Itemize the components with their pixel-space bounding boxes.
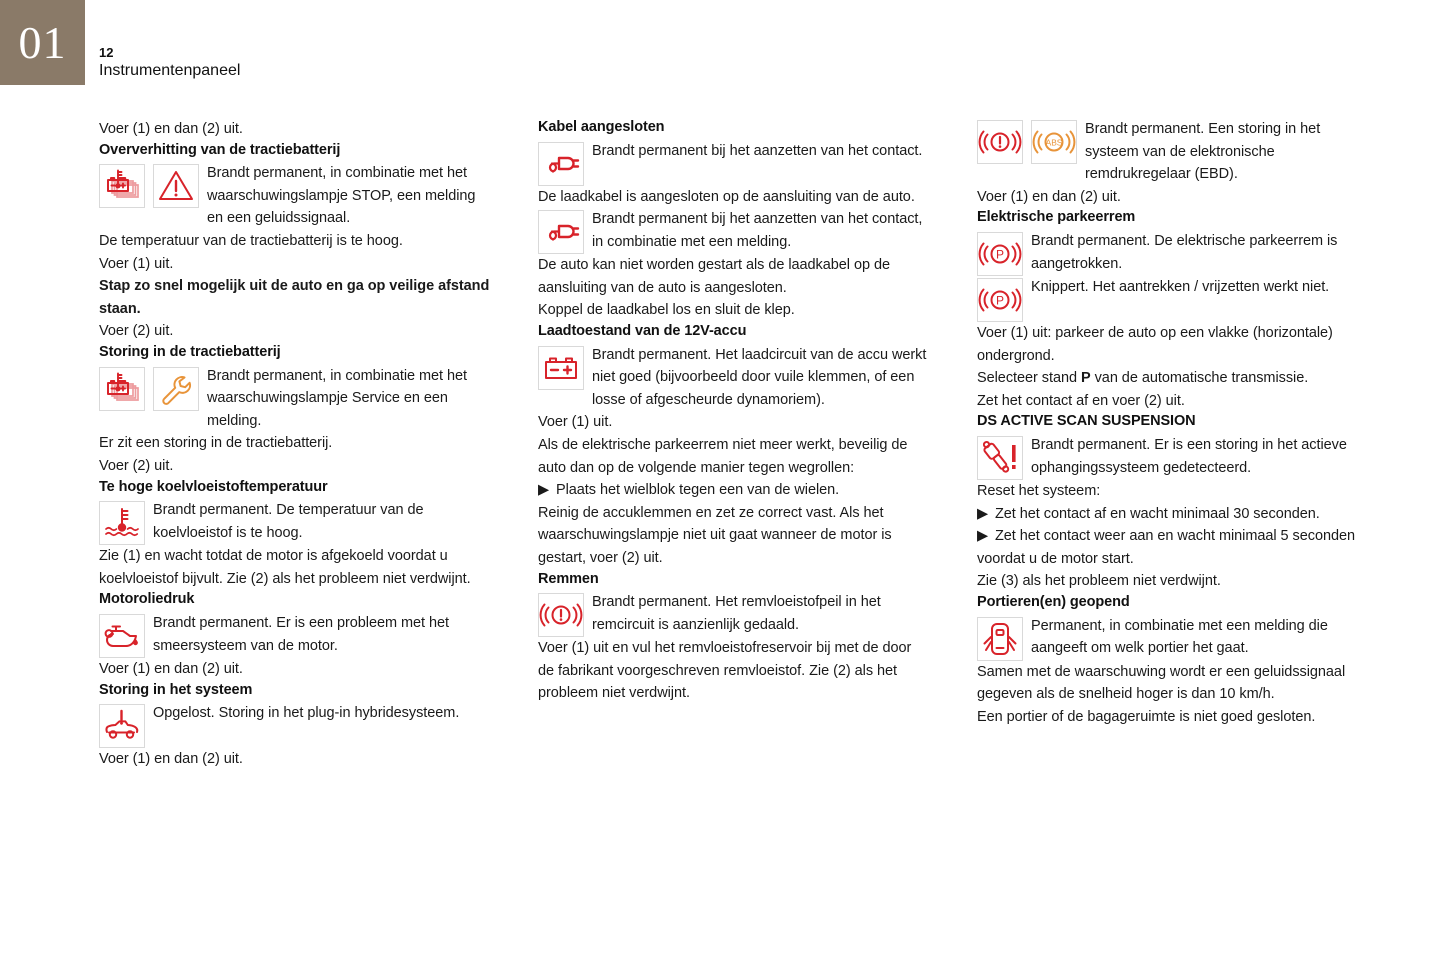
- section-heading: Remmen: [538, 570, 599, 587]
- bullet-arrow-icon: ▶: [538, 482, 550, 499]
- service-wrench-icon: [153, 367, 199, 411]
- body-text: Voer (1) en dan (2) uit.: [99, 751, 243, 768]
- section-heading: Elektrische parkeerrem: [977, 209, 1136, 226]
- bullet-item: ▶ Zet het contact weer aan en wacht minimaal 5 seconden voordat u de motor start.: [977, 525, 1370, 570]
- warning-lamp-description: Brandt permanent. De elektrische parkeerrem is aangetrokken.: [1031, 232, 1338, 272]
- warning-lamp-entry: [99, 612, 492, 658]
- body-text: Voer (1) uit.: [538, 414, 613, 431]
- body-text: Koppel de laadkabel los en sluit de klep.: [538, 302, 795, 319]
- engine-oil-pressure-icon: [99, 614, 145, 658]
- warning-lamp-description: Brandt permanent. Er is een storing in het actieve ophangingssysteem gedetecteerd.: [1031, 436, 1347, 476]
- electric-parking-brake-icon: [977, 232, 1023, 276]
- body-text: Reinig de accuklemmen en zet ze correct vast. Als het waarschuwingslampje niet uit gaat wanneer de motor is gestart, voer (2) uit.: [538, 504, 892, 567]
- bullet-item: ▶ Plaats het wielblok tegen een van de wielen.: [538, 479, 931, 502]
- body-text: Voer (2) uit.: [99, 458, 174, 475]
- warning-lamp-entry: [99, 702, 492, 748]
- section-heading: Oververhitting van de tractiebatterij: [99, 141, 341, 158]
- electric-parking-brake-icon: [977, 278, 1023, 322]
- section-heading: Kabel aangesloten: [538, 119, 665, 135]
- warning-lamp-entry: [977, 118, 1370, 186]
- warning-lamp-description: Brandt permanent. Er is een probleem met het smeersysteem van de motor.: [153, 614, 450, 654]
- brake-warning-icon: [538, 593, 584, 637]
- abs-warning-icon: [1031, 120, 1077, 164]
- section-heading: Laadtoestand van de 12V-accu: [538, 322, 747, 339]
- section-heading: Portieren(en) geopend: [977, 594, 1130, 611]
- charging-cable-plug-icon: [538, 142, 584, 186]
- column-2: [538, 118, 931, 771]
- active-suspension-fault-icon: [977, 436, 1023, 480]
- warning-lamp-description: Brandt permanent. Een storing in het systeem van de elektronische remdrukregelaar (EBD).: [1085, 121, 1321, 183]
- warning-lamp-description: Brandt permanent. Het laadcircuit van de accu werkt niet goed (bijvoorbeeld door vuile klemmen, of een losse of afgescheurde dynamoriem).: [592, 346, 927, 408]
- warning-lamp-description: Brandt permanent, in combinatie met het waarschuwingslampje STOP, een melding en een geluidssignaal.: [207, 165, 476, 227]
- warning-lamp-entry: [538, 208, 931, 254]
- warning-lamp-description: Brandt permanent bij het aanzetten van het contact, in combinatie met een melding.: [592, 211, 923, 250]
- chapter-badge: [0, 0, 85, 85]
- warning-lamp-entry: [99, 162, 492, 230]
- body-text: Voer (1) en dan (2) uit.: [99, 660, 243, 677]
- chapter-number: 01: [18, 16, 67, 68]
- bullet-item: ▶ Zet het contact af en wacht minimaal 30 seconden.: [977, 503, 1370, 526]
- page-number: 12: [99, 45, 114, 60]
- column-3: [977, 118, 1370, 771]
- warning-lamp-description: Knippert. Het aantrekken / vrijzetten werkt niet.: [1031, 278, 1330, 295]
- warning-lamp-entry: [99, 499, 492, 545]
- page-title: Instrumentenpaneel: [99, 62, 241, 80]
- warning-lamp-entry: [977, 230, 1370, 276]
- bullet-arrow-icon: ▶: [977, 528, 989, 545]
- traction-battery-temperature-icon: [99, 164, 145, 208]
- warning-lamp-description: Permanent, in combinatie met een melding die aangeeft om welk portier het gaat.: [1031, 617, 1328, 657]
- body-text: Als de elektrische parkeerrem niet meer werkt, beveilig de auto dan op de volgende manier tegen wegrollen:: [538, 436, 908, 476]
- body-text: Reset het systeem:: [977, 482, 1101, 499]
- warning-lamp-description: Brandt permanent. Het remvloeistofpeil in het remcircuit is aanzienlijk gedaald.: [592, 594, 881, 633]
- svg-text:P: P: [995, 293, 1005, 308]
- charging-cable-plug-icon: [538, 210, 584, 254]
- section-heading: Storing in de tractiebatterij: [99, 344, 281, 361]
- warning-lamp-description: Brandt permanent. De temperatuur van de koelvloeistof is te hoog.: [153, 502, 424, 541]
- body-text: Voer (1) uit en vul het remvloeistofreservoir bij met de door de fabrikant voorgeschreven remvloeistof. Zie (2) als het probleem niet verdwijnt.: [538, 640, 912, 702]
- body-text: De laadkabel is aangesloten op de aansluiting van de auto.: [538, 188, 915, 205]
- body-text: Er zit een storing in de tractiebatterij.: [99, 435, 333, 452]
- body-text: Zie (3) als het probleem niet verdwijnt.: [977, 573, 1221, 590]
- warning-lamp-entry: [538, 344, 931, 412]
- body-text: Zet het contact af en voer (2) uit.: [977, 392, 1185, 409]
- warning-lamp-entry: [977, 276, 1370, 322]
- hybrid-system-fault-car-icon: [99, 704, 145, 748]
- body-text: Selecteer stand P van de automatische transmissie.: [977, 370, 1309, 387]
- page-header: [99, 45, 240, 82]
- body-text: Voer (1) en dan (2) uit.: [977, 188, 1121, 205]
- content-columns: [99, 118, 1371, 771]
- section-heading: Te hoge koelvloeistoftemperatuur: [99, 478, 328, 495]
- column-1: [99, 118, 492, 771]
- warning-lamp-description: Brandt permanent bij het aanzetten van het contact.: [592, 142, 923, 159]
- svg-text:ABS: ABS: [1045, 137, 1063, 148]
- traction-battery-temperature-icon: [99, 367, 145, 411]
- section-heading: Storing in het systeem: [99, 681, 253, 698]
- coolant-temperature-icon: [99, 501, 145, 545]
- body-text: Voer (1) uit: parkeer de auto op een vlakke (horizontale) ondergrond.: [977, 324, 1333, 364]
- body-text: De temperatuur van de tractiebatterij is te hoog.: [99, 232, 403, 249]
- door-open-icon: [977, 617, 1023, 661]
- warning-lamp-description: Opgelost. Storing in het plug-in hybridesysteem.: [153, 705, 460, 722]
- body-text: Een portier of de bagageruimte is niet goed gesloten.: [977, 708, 1316, 725]
- warning-lamp-entry: [538, 140, 931, 186]
- body-text: Voer (2) uit.: [99, 323, 174, 340]
- body-text-bold: Stap zo snel mogelijk uit de auto en ga op veilige afstand staan.: [99, 278, 490, 317]
- warning-lamp-entry: [538, 591, 931, 637]
- body-text: Voer (1) en dan (2) uit.: [99, 121, 243, 137]
- warning-lamp-entry: [977, 615, 1370, 661]
- warning-lamp-entry: [99, 365, 492, 433]
- body-text: De auto kan niet worden gestart als de laadkabel op de aansluiting van de auto is aangesloten.: [538, 257, 890, 296]
- section-heading: DS ACTIVE SCAN SUSPENSION: [977, 413, 1196, 430]
- svg-text:P: P: [995, 247, 1005, 262]
- body-text: Voer (1) uit.: [99, 255, 174, 272]
- warning-lamp-entry: [977, 434, 1370, 480]
- section-heading: Motoroliedruk: [99, 591, 195, 608]
- body-text: Zie (1) en wacht totdat de motor is afgekoeld voordat u koelvloeistof bijvult. Zie (2) als het probleem niet verdwijnt.: [99, 548, 471, 587]
- bullet-arrow-icon: ▶: [977, 505, 989, 522]
- body-text: Samen met de waarschuwing wordt er een geluidssignaal gegeven als de snelheid hoger is dan 10 km/h.: [977, 663, 1346, 703]
- battery-charge-12v-icon: [538, 346, 584, 390]
- warning-lamp-description: Brandt permanent, in combinatie met het waarschuwingslampje Service en een melding.: [207, 367, 467, 429]
- brake-warning-icon: [977, 120, 1023, 164]
- stop-warning-triangle-icon: [153, 164, 199, 208]
